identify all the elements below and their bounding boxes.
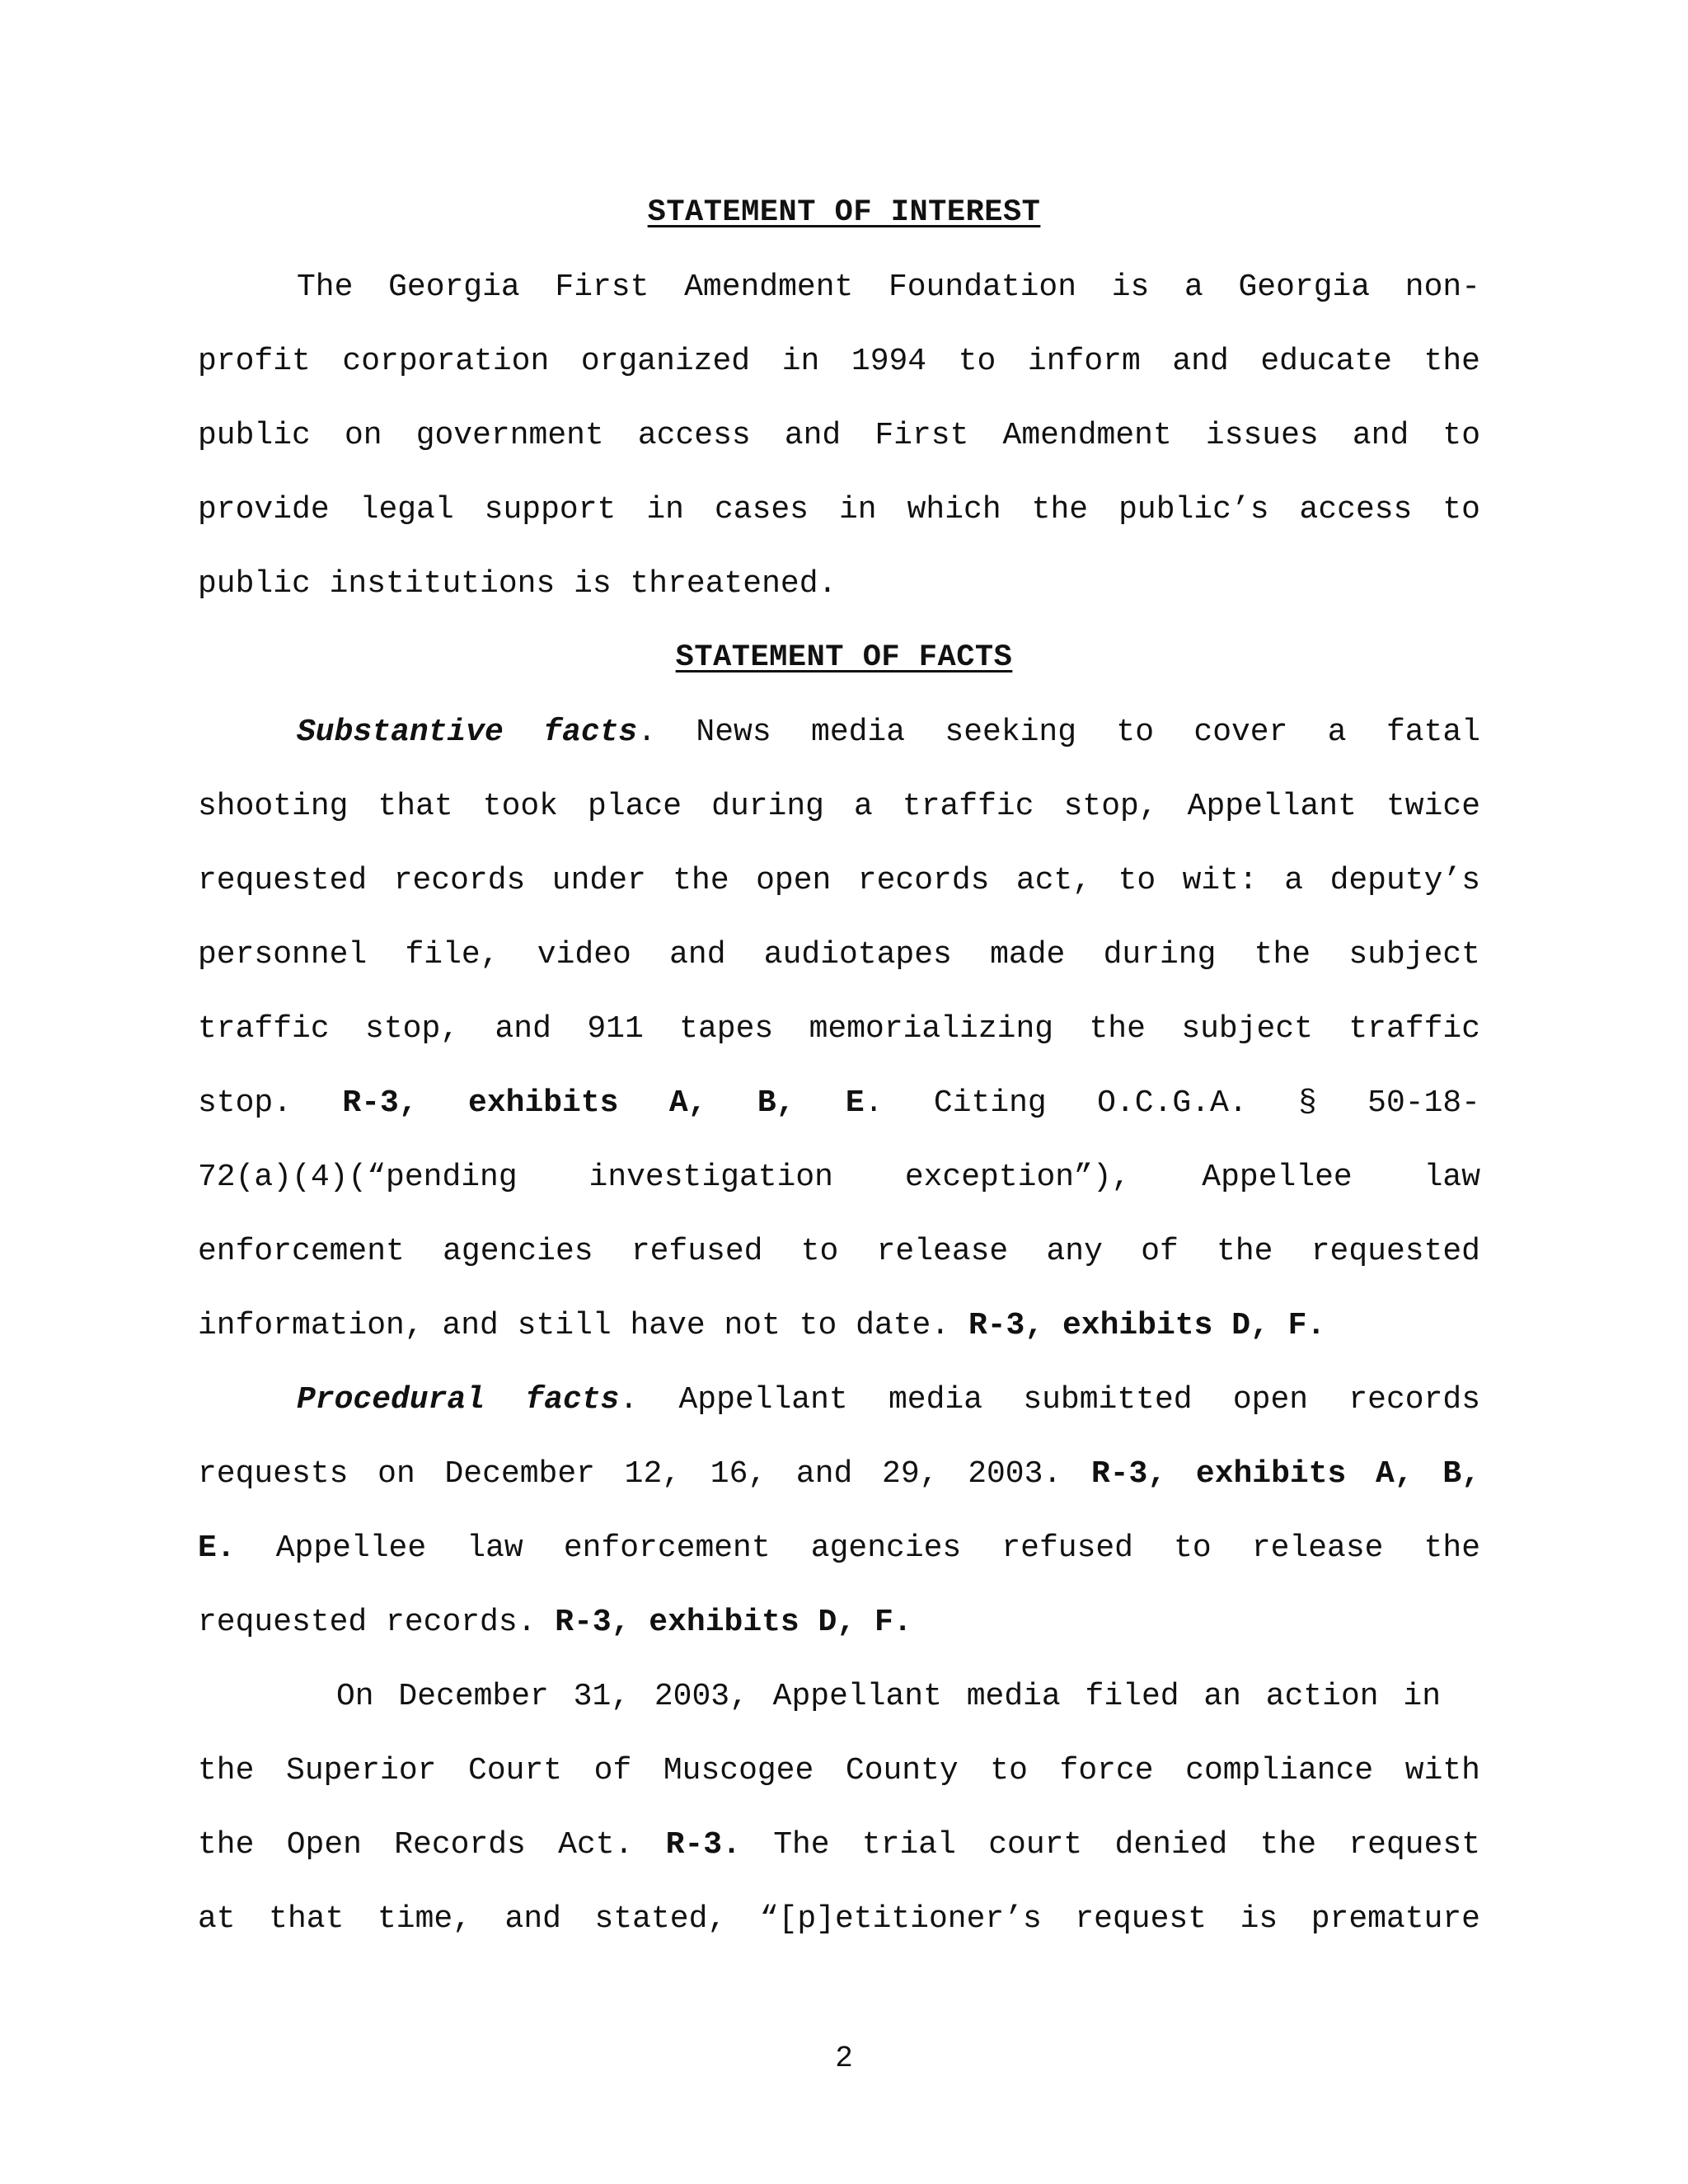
text-line: The Georgia First Amendment Foundation is a Georgia non- bbox=[297, 269, 1480, 305]
text-line: enforcement agencies refused to release any of the requested bbox=[198, 1234, 1480, 1269]
text-line: profit corporation organized in 1994 to inform and educate the bbox=[198, 344, 1480, 379]
text-line: personnel file, video and audiotapes made during the subject bbox=[198, 937, 1480, 972]
text-line: Procedural facts. Appellant media submitted open records bbox=[297, 1382, 1480, 1418]
record-citation: R-3, exhibits D, F. bbox=[555, 1605, 912, 1640]
text-line: traffic stop, and 911 tapes memorializing the subject traffic bbox=[198, 1011, 1480, 1047]
text-line: shooting that took place during a traffic stop, Appellant twice bbox=[198, 789, 1480, 824]
text-line: 72(a)(4)(“pending investigation exception”), Appellee law bbox=[198, 1160, 1480, 1195]
text-line: provide legal support in cases in which the public’s access to bbox=[198, 492, 1480, 527]
statement-of-facts-heading: STATEMENT OF FACTS bbox=[675, 640, 1013, 675]
text-line: public on government access and First Amendment issues and to bbox=[198, 418, 1480, 453]
text-line: requests on December 12, 16, and 29, 2003. R-3, exhibits A, B, bbox=[198, 1456, 1480, 1492]
text-line: public institutions is threatened. bbox=[198, 566, 837, 602]
text-line: stop. R-3, exhibits A, B, E. Citing O.C.G.A. § 50-18- bbox=[198, 1085, 1480, 1121]
text-line: Substantive facts. News media seeking to cover a fatal bbox=[297, 715, 1480, 750]
text-line: requested records under the open records act, to wit: a deputy’s bbox=[198, 863, 1480, 898]
text-line: E. Appellee law enforcement agencies refused to release the bbox=[198, 1530, 1480, 1566]
record-citation: R-3, exhibits A, B, E bbox=[342, 1085, 865, 1121]
text-line: the Superior Court of Muscogee County to force compliance with bbox=[198, 1753, 1480, 1788]
page-number: 2 bbox=[835, 2041, 853, 2075]
procedural-facts-label: Procedural facts bbox=[297, 1382, 620, 1418]
text-line: the Open Records Act. R-3. The trial court denied the request bbox=[198, 1827, 1480, 1863]
statement-of-interest-heading: STATEMENT OF INTEREST bbox=[647, 195, 1041, 230]
text-line: information, and still have not to date. R-3, exhibits D, F. bbox=[198, 1308, 1326, 1343]
text-line: at that time, and stated, “[p]etitioner’s request is premature bbox=[198, 1901, 1480, 1937]
record-citation: R-3, exhibits D, F. bbox=[968, 1308, 1326, 1343]
text-line: requested records. R-3, exhibits D, F. bbox=[198, 1605, 912, 1640]
substantive-facts-label: Substantive facts bbox=[297, 715, 638, 750]
record-citation: R-3, exhibits A, B, bbox=[1090, 1456, 1480, 1492]
record-citation: E. bbox=[198, 1530, 236, 1566]
text-line: On December 31, 2003, Appellant media filed an action in bbox=[336, 1679, 1441, 1714]
record-citation: R-3. bbox=[665, 1827, 741, 1863]
